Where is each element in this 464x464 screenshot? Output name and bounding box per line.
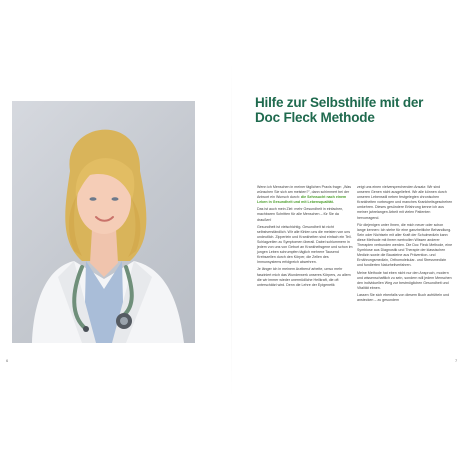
paragraph <box>257 185 353 205</box>
paragraph: Je länger ich in meinem Arztberuf arbeite, umso mehr fasziniert mich das Wunderwerk unseres Körpers, zu allem die wir immer wieder unermüdliche Heilkraft, die oft unterschätzt wird. Denn die Lehre der Epigenetik <box>257 267 351 287</box>
text-column-right <box>357 185 453 305</box>
paragraph: Das ist auch mein Ziel: mehr Gesundheit in einfachen, machbaren Schritten für alle Menschen – für Sie da draußen! <box>257 207 344 222</box>
paragraph: zeigt uns einen vielversprechenden Ansatz: Wir sind unseren Genen nicht ausgeliefert. Wir alle können durch unseren Lebensstil neben festgelegten chronischen Krankheiten vorbeugen und manches Krankheitsgeschehen umkehren. Dieses gesündere Erfahrung kenne ich aus meiner jahrelangen Arbeit mit vielen Patienten hervorragend. <box>357 185 453 220</box>
paragraph: Lassen Sie sich ebenfalls von diesem Buch aufrütteln und anstecken – zu gesundem <box>357 292 450 302</box>
page-title <box>255 95 455 125</box>
paragraph-text: Wenn ich Menschen in meiner täglichen Praxis frage: „Was wünschen Sie sich am meisten?", dann schimmert bei der Antwort ein Wunsch durch: <box>257 185 352 200</box>
title-line-1: Hilfe zur Selbsthilfe mit der <box>255 95 424 110</box>
paragraph: Meine Methode hat eben nicht nur den Anspruch, modern und wissenschaftlich zu sein, sondern will jedem Menschen den individuellen Weg zur bestmöglichen Gesundheit und Vitalität ebnen. <box>357 270 452 290</box>
doctor-portrait-photo <box>12 101 195 343</box>
page-number-right: 7 <box>455 358 458 363</box>
title-line-2: Doc Fleck Methode <box>255 110 375 125</box>
book-spine <box>231 60 232 400</box>
page-number-left: 6 <box>6 358 9 363</box>
paragraph: Für diejenigen unter Ihnen, die mich neuer oder schon lange kennen: Ich stehe für eine ganzheitliche Behandlung. Sein oder Nichtsein mit aller Kraft der Schulmedizin kann diese Methode mit ihrem wertvollen Wissen anderer Therapien verbunden werden. Die Doc Fleck Methode, eine Symbiose aus Diagnostik und Therapie der klassischen Medizin sowie die Bausteine aus Prävention- und Ernährungsmedizin, Orthomolekular- und Stressmedizin und fundierten Naturheilverfahren. <box>357 222 453 268</box>
portrait-illustration <box>12 101 195 343</box>
highlighted-phrase: die Sehnsucht nach einem Leben in Gesundheit und mit Lebensqualität. <box>257 195 347 205</box>
text-column-left <box>257 185 353 290</box>
paragraph: Gesundheit ist vielschichtig. Gesundheit ist nicht selbstverständlich. Wir alle fühlen uns die meisten von uns undeutlich. Zipperlein und Krankheiten sind einfach ein Teil. Schlagzeilen zu Symptomen überall. Dabei schlummern in jedem von uns von Geburt an Krankheitsgene und schon im jungen Leben schrumpfen täglich mehrere Tausend Krebszellen durch den Körper, die Zellen des Immunsystems erfolgreich abwehren. <box>257 224 353 265</box>
